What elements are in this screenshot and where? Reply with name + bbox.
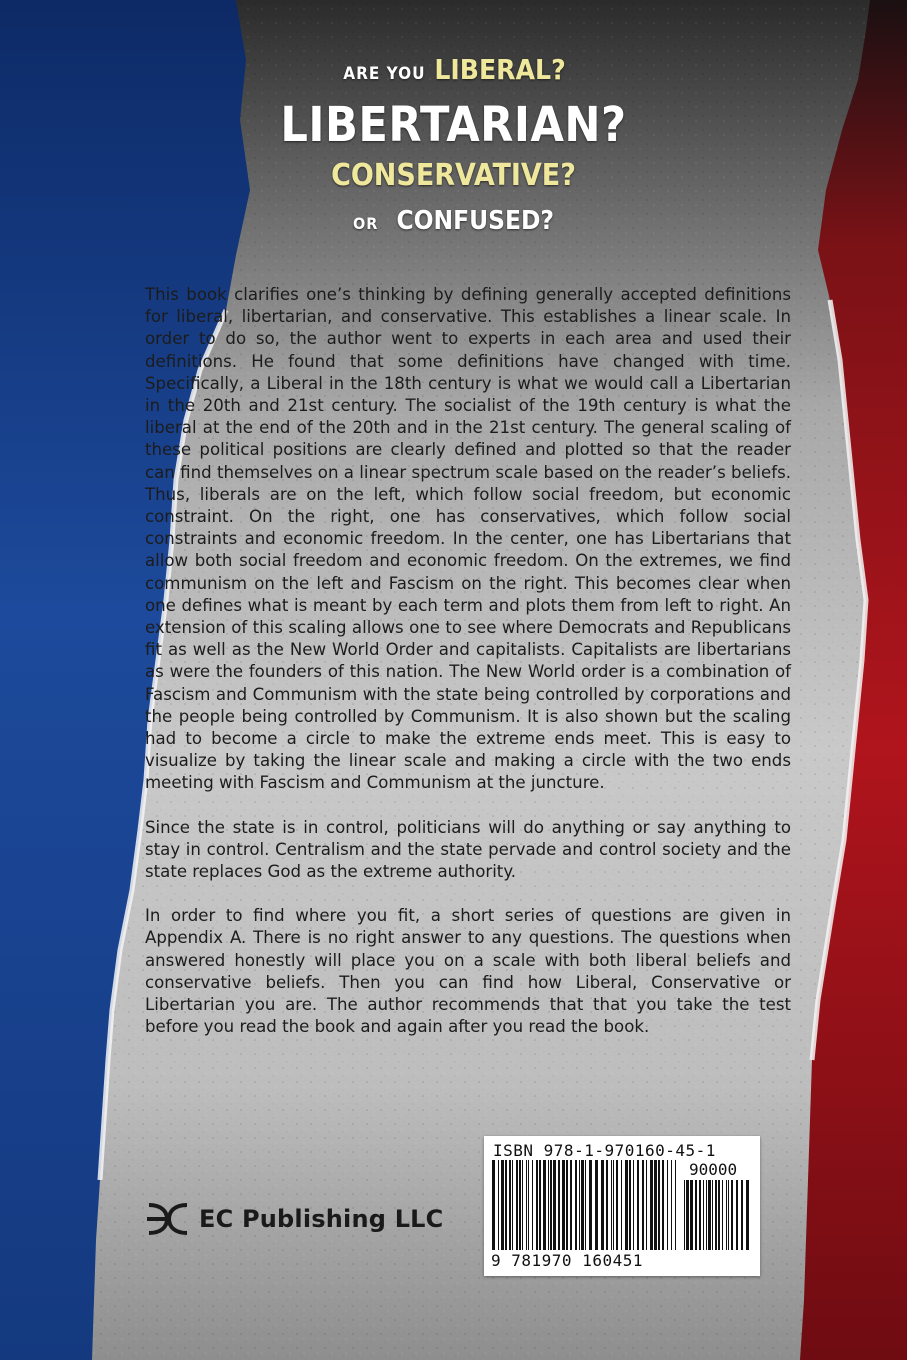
barcode-bar bbox=[548, 1160, 549, 1250]
barcode-bar bbox=[613, 1160, 614, 1250]
barcode-bar bbox=[646, 1160, 647, 1250]
barcode-bar bbox=[684, 1180, 685, 1250]
barcode-bar bbox=[667, 1160, 668, 1250]
barcode-bar bbox=[589, 1160, 592, 1250]
barcode-bar bbox=[675, 1160, 676, 1250]
headline-libertarian: LIBERTARIAN? bbox=[280, 97, 627, 153]
barcode-bar bbox=[606, 1160, 608, 1250]
barcode-bar bbox=[595, 1160, 598, 1250]
barcode-bar bbox=[736, 1180, 738, 1250]
barcode-bar bbox=[699, 1180, 701, 1250]
barcode-bar bbox=[522, 1160, 523, 1250]
barcode-bar bbox=[662, 1160, 664, 1250]
description-paragraph: In order to find where you fit, a short series of questions are given in Appendix A. There is no right answer to any questions. The questions when answered honestly will place you on a scale with both liberal beliefs and conservative beliefs. Then you can find how Liberal, Conservative or Libertarian you are. The author recommends that that you take the test before you read the book and again after you read the book. bbox=[145, 906, 791, 1037]
barcode-bar bbox=[712, 1180, 713, 1250]
barcode-bar bbox=[516, 1160, 518, 1250]
barcode-bar bbox=[629, 1160, 631, 1250]
description-paragraph: This book clarifies one’s thinking by defining generally accepted definitions for liberal, libertarian, and conservative. This establishes a linear scale. In order to do so, the author went to experts in each area and used their definitions. He found that some definitions have changed with time. Specifically, a Liberal in the 18th century is what we would call a Libertarian in the 20th and 21st century. The socialist of the 19th century is what the liberal at the end of the 20th and in the 21st century. The general scaling of these political positions are clearly defined and plotted so that the reader can find themselves on a linear spectrum scale based on the reader’s beliefs. Thus, liberals are on the left, which follow social freedom, but economic constraint. On the right, one has conservatives, which follow social constraints and economic freedom. In the center, one has Libertarians that allow both social freedom and economic freedom. On the extremes, we find communism on the left and Fascism on the right. This becomes clear when one defines what is meant by each term and plots them from left to right. An extension of this scaling allows one to see where Democrats and Republicans fit as well as the New World Order and capitalists. Capitalists are libertarians as were the founders of this nation. The New World order is a combination of Fascism and Communism with the state being controlled by corporations and the people being controlled by Communism. It is also shown but the scaling had to become a circle to make the extreme ends meet. This is easy to visualize by taking the linear scale and making a circle with the two ends meeting with Fascism and Communism at the juncture. bbox=[145, 285, 791, 793]
barcode-bar bbox=[695, 1180, 697, 1250]
barcode-bar bbox=[558, 1160, 560, 1250]
headline-conservative: CONSERVATIVE? bbox=[331, 158, 576, 193]
barcode-bar bbox=[566, 1160, 568, 1250]
barcode-bar bbox=[611, 1160, 612, 1250]
barcode-bar bbox=[581, 1160, 584, 1250]
price-code-label: 90000 bbox=[689, 1160, 738, 1179]
barcode-bar bbox=[528, 1160, 529, 1250]
publisher-block bbox=[145, 1199, 444, 1239]
barcode-bar bbox=[585, 1160, 586, 1250]
headline-liberal: LIBERAL? bbox=[434, 53, 566, 86]
barcode-bar bbox=[536, 1160, 538, 1250]
barcode-bar bbox=[616, 1160, 618, 1250]
barcode-bar bbox=[637, 1160, 639, 1250]
barcode-bar bbox=[722, 1180, 723, 1250]
barcode-bar bbox=[621, 1160, 622, 1250]
barcode-bar bbox=[505, 1160, 507, 1250]
barcode-bar bbox=[601, 1160, 604, 1250]
barcode-bar bbox=[728, 1180, 729, 1250]
description-paragraph: Since the state is in control, politicians will do anything or say anything to stay in control. Centralism and the state pervade and control society and the state replaces God as the extreme authority. bbox=[145, 817, 791, 882]
headline-line-4 bbox=[0, 198, 907, 247]
publisher-name: EC Publishing LLC bbox=[199, 1205, 444, 1233]
barcode-bar bbox=[509, 1160, 511, 1250]
barcode-bar bbox=[519, 1160, 521, 1250]
barcode-bar bbox=[650, 1160, 653, 1250]
isbn-barcode bbox=[484, 1136, 760, 1276]
barcode-bar bbox=[579, 1160, 580, 1250]
barcode-bar bbox=[492, 1160, 495, 1250]
barcode-bar bbox=[575, 1160, 577, 1250]
headline-confused: CONFUSED? bbox=[396, 206, 554, 236]
barcode-bar bbox=[625, 1160, 628, 1250]
ec-logo-icon bbox=[145, 1199, 191, 1239]
barcode-bar bbox=[570, 1160, 572, 1250]
barcode-bar bbox=[532, 1160, 533, 1250]
barcode-bar bbox=[741, 1180, 743, 1250]
barcode-bar bbox=[706, 1180, 707, 1250]
barcode-bar bbox=[726, 1180, 727, 1250]
barcode-bar bbox=[654, 1160, 657, 1250]
isbn-label: ISBN 978-1-970160-45-1 bbox=[493, 1141, 716, 1160]
barcode-bar bbox=[498, 1160, 499, 1250]
headline-prefix-or: OR bbox=[353, 214, 379, 233]
barcode-bar bbox=[703, 1180, 704, 1250]
barcode-bar bbox=[746, 1180, 749, 1250]
addon-barcode-bars bbox=[684, 1180, 750, 1252]
barcode-bar bbox=[690, 1180, 693, 1250]
barcode-bar bbox=[642, 1160, 644, 1250]
barcode-bar bbox=[633, 1160, 634, 1250]
barcode-bar bbox=[512, 1160, 513, 1250]
barcode-bar bbox=[671, 1160, 672, 1250]
ean-barcode-bars bbox=[492, 1160, 678, 1252]
headline-line-1 bbox=[2, 48, 907, 96]
barcode-bar bbox=[658, 1160, 660, 1250]
barcode-bar bbox=[715, 1180, 717, 1250]
headline-prefix-are-you: ARE YOU bbox=[343, 64, 426, 84]
cover-headline bbox=[0, 48, 907, 247]
ean-digits-label: 9 781970 160451 bbox=[491, 1251, 643, 1270]
barcode-bar bbox=[686, 1180, 689, 1250]
book-description bbox=[145, 284, 791, 1061]
barcode-bar bbox=[708, 1180, 711, 1250]
barcode-bar bbox=[562, 1160, 565, 1250]
barcode-bar bbox=[543, 1160, 546, 1250]
barcode-bar bbox=[553, 1160, 556, 1250]
barcode-bar bbox=[526, 1160, 527, 1250]
barcode-bar bbox=[718, 1180, 720, 1250]
barcode-bar bbox=[550, 1160, 552, 1250]
barcode-bar bbox=[731, 1180, 733, 1250]
barcode-bar bbox=[539, 1160, 541, 1250]
barcode-bar bbox=[501, 1160, 504, 1250]
